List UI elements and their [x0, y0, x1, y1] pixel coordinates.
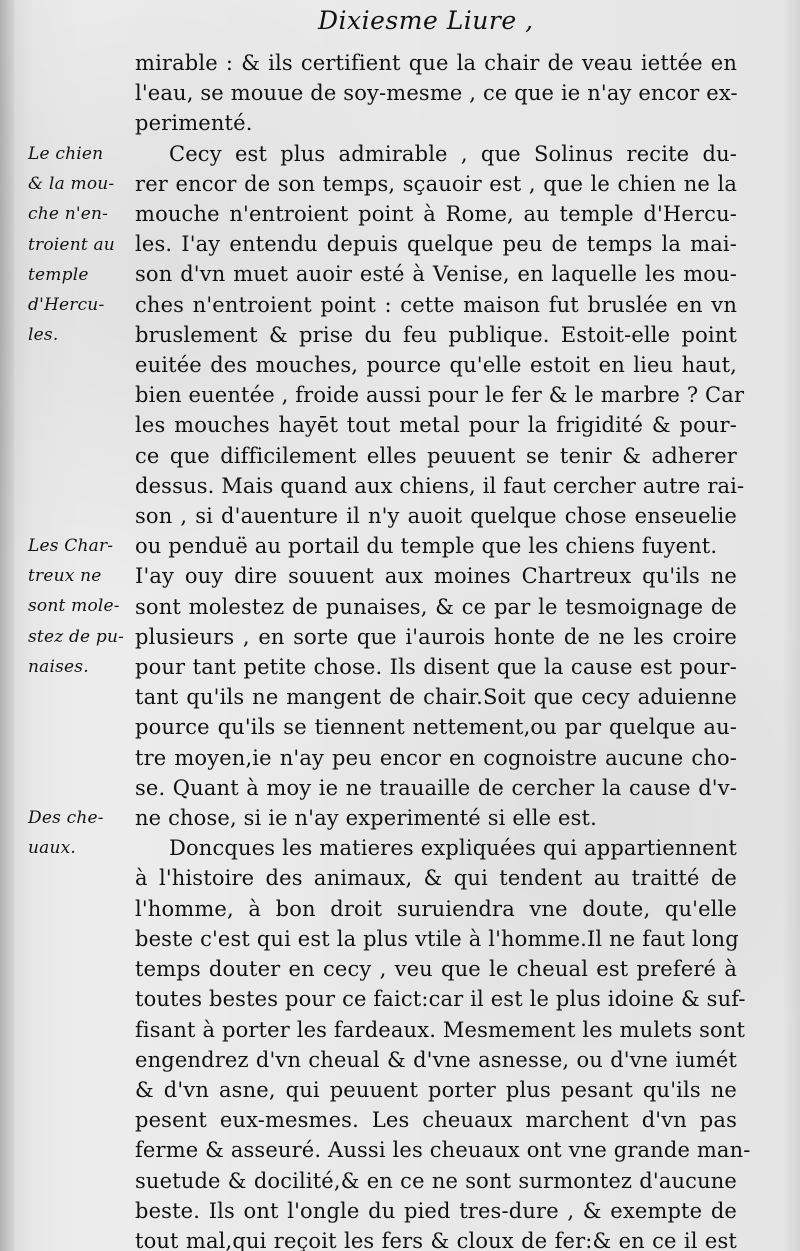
text-line: beste c'est qui est la plus vtile à l'homme.Il ne faut long [135, 926, 739, 951]
margin-note-carthusians [28, 531, 128, 682]
text-line: fisant à porter les fardeaux. Mesmement les mulets sont [135, 1017, 746, 1042]
text-line: son d'vn muet auoir esté à Venise, en laquelle les mou- [135, 262, 737, 287]
text-line: rer encor de son temps, sçauoir est , que le chien ne la [135, 171, 737, 196]
margin-note-line: che n'en- [28, 204, 109, 225]
text-line: mirable : & ils certifient que la chair de veau iettée en [135, 51, 737, 75]
running-head: Dixiesme Liure , [318, 6, 534, 35]
text-line: ne chose, si ie n'ay experimenté si elle est. [135, 806, 597, 831]
text-line: ches n'entroient point : cette maison fut bruslée en vn [135, 292, 737, 317]
text-line: & d'vn asne, qui peuuent porter plus pesant qu'ils ne [135, 1077, 737, 1102]
margin-note-line: naises. [28, 656, 89, 677]
text-line: l'homme, à bon droit suruiendra vne doute, qu'elle [135, 896, 737, 921]
text-line: son , si d'auenture il n'y auoit quelque chose enseuelie [135, 504, 737, 529]
text-line: euitée des mouches, pource qu'elle estoit en lieu haut, [135, 353, 737, 378]
text-line: ou penduë au portail du temple que les chiens fuyent. [135, 534, 718, 559]
main-text-block [135, 48, 751, 1251]
text-line: l'eau, se mouue de soy-mesme , ce que ie n'ay encor ex- [135, 81, 738, 106]
text-line: tout mal,qui reçoit les fers & cloux de fer:& en ce il est [135, 1228, 737, 1251]
text-line: se. Quant à moy ie ne trauaille de cercher la cause d'v- [135, 775, 737, 800]
text-line: les. I'ay entendu depuis quelque peu de temps la mai- [135, 232, 737, 257]
text-line: tre moyen,ie n'ay peu encor en cognoistre aucune cho- [135, 745, 737, 770]
text-line: I'ay ouy dire souuent aux moines Chartreux qu'ils ne [135, 564, 737, 589]
text-line: Doncques les matieres expliquées qui appartiennent [169, 836, 737, 861]
margin-note-horses [28, 803, 128, 863]
text-line: suetude & docilité,& en ce ne sont surmontez d'aucune [135, 1168, 737, 1193]
text-line: temps douter en cecy , veu que le cheual est preferé à [135, 957, 737, 982]
text-line: beste. Ils ont l'ongle du pied tres-dure , & exempte de [135, 1198, 737, 1223]
text-line: toutes bestes pour ce faict:car il est le plus idoine & suf- [135, 987, 746, 1012]
text-line: pour tant petite chose. Ils disent que la cause est pour- [135, 655, 737, 680]
text-line: pesent eux-mesmes. Les cheuaux marchent d'vn pas [135, 1108, 737, 1133]
text-line: Cecy est plus admirable , que Solinus recite du- [169, 141, 737, 166]
text-line: ferme & asseuré. Aussi les cheuaux ont vne grande man- [135, 1138, 751, 1163]
margin-note-line: sont mole- [28, 596, 120, 617]
text-line: mouche n'entroient point à Rome, au temple d'Hercu- [135, 202, 737, 227]
margin-note-line: Les Char- [28, 536, 114, 556]
text-line: bruslement & prise du feu publique. Estoit-elle point [135, 322, 737, 347]
margin-note-line: troient au [28, 234, 115, 255]
margin-note-line: & la mou- [28, 174, 115, 195]
text-line: dessus. Mais quand aux chiens, il faut cercher autre rai- [135, 473, 745, 498]
margin-note-line: Des che- [28, 808, 104, 828]
text-line: sont molestez de punaises, & ce par le tesmoignage de [135, 594, 737, 619]
margin-note-line: treux ne [28, 566, 102, 587]
text-line: à l'histoire des animaux, & qui tendent au traitté de [135, 866, 737, 891]
text-line: plusieurs , en sorte que i'aurois honte de ne les croire [135, 624, 737, 649]
text-line: engendrez d'vn cheual & d'vne asnesse, ou d'vne iumét [135, 1047, 737, 1072]
text-line: bien euentée , froide aussi pour le fer & le marbre ? Car [135, 383, 745, 408]
margin-note-line: stez de pu- [28, 626, 125, 647]
text-line: les mouches hayēt tout metal pour la frigidité & pour- [135, 413, 737, 438]
text-line: perimenté. [135, 111, 253, 136]
margin-note-line: Le chien [28, 144, 104, 164]
margin-note-line: d'Hercu- [28, 295, 105, 316]
margin-note-dogs-flies [28, 139, 128, 350]
margin-note-line: les. [28, 325, 59, 346]
text-line: pource qu'ils se tiennent nettement,ou par quelque au- [135, 715, 737, 740]
margin-note-line: uaux. [28, 838, 77, 859]
margin-note-line: temple [28, 264, 89, 285]
text-line: tant qu'ils ne mangent de chair.Soit que cecy aduienne [135, 685, 737, 710]
text-line: ce que difficilement elles peuuent se tenir & adherer [135, 443, 737, 468]
